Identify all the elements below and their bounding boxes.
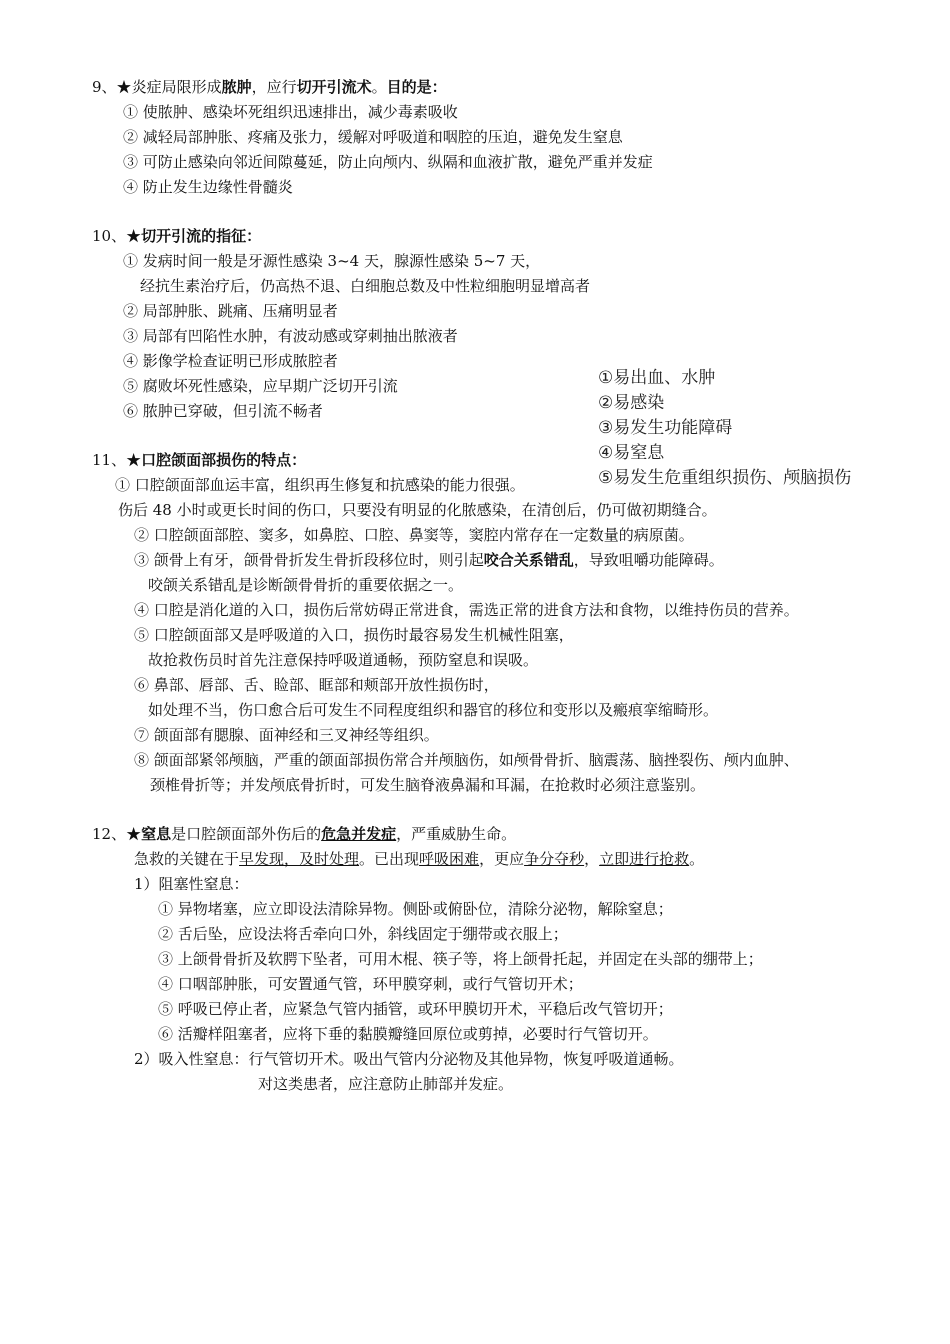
list-item: ③ 可防止感染向邻近间隙蔓延，防止向颅内、纵隔和血液扩散，避免严重并发症: [123, 153, 653, 171]
star-icon: ★: [126, 227, 142, 245]
list-item: ② 减轻局部肿胀、疼痛及张力，缓解对呼吸道和咽腔的压迫，避免发生窒息: [123, 128, 623, 146]
list-item: 如处理不当，伤口愈合后可发生不同程度组织和器官的移位和变形以及瘢痕挛缩畸形。: [148, 701, 719, 719]
list-item: ⑤ 呼吸已停止者，应紧急气管内插管，或环甲膜切开术，平稳后改气管切开；: [158, 1000, 673, 1018]
star-icon: ★: [126, 825, 142, 843]
section-12-heading: 12、★窒息是口腔颌面部外伤后的危急并发症，严重威胁生命。: [92, 825, 517, 843]
list-item: ① 发病时间一般是牙源性感染 3~4 天，腺源性感染 5~7 天，: [123, 252, 541, 270]
star-icon: ★: [116, 78, 132, 96]
side-note: ②易感染: [598, 393, 665, 413]
list-item: 经抗生素治疗后，仍高热不退、白细胞总数及中性粒细胞明显增高者: [140, 277, 591, 295]
paragraph: 急救的关键在于早发现，及时处理。已出现呼吸困难，更应争分夺秒，立即进行抢救。: [134, 850, 705, 868]
list-item: ① 使脓肿、感染坏死组织迅速排出，减少毒素吸收: [123, 103, 458, 121]
list-item: ⑥ 活瓣样阻塞者，应将下垂的黏膜瓣缝回原位或剪掉，必要时行气管切开。: [158, 1025, 658, 1043]
list-item: ⑤ 腐败坏死性感染，应早期广泛切开引流: [123, 377, 398, 395]
list-item: ⑥ 脓肿已穿破，但引流不畅者: [123, 402, 323, 420]
list-item: 故抢救伤员时首先注意保持呼吸道通畅，预防窒息和误吸。: [148, 651, 539, 669]
section-9-heading: 9、★炎症局限形成脓肿，应行切开引流术。目的是：: [92, 78, 447, 96]
list-item: ③ 上颌骨骨折及软腭下坠者，可用木棍、筷子等，将上颌骨托起，并固定在头部的绷带上；: [158, 950, 763, 968]
sub-heading: 2）吸入性窒息：行气管切开术。吸出气管内分泌物及其他异物，恢复呼吸道通畅。: [134, 1050, 684, 1068]
list-item: ④ 口腔是消化道的入口，损伤后常妨碍正常进食，需选正常的进食方法和食物，以维持伤员的营养。: [134, 601, 799, 619]
list-item: ⑧ 颌面部紧邻颅脑，严重的颌面部损伤常合并颅脑伤，如颅骨骨折、脑震荡、脑挫裂伤、颅内血肿、: [134, 751, 799, 769]
list-item: ③ 颌骨上有牙，颌骨骨折发生骨折段移位时，则引起咬合关系错乱，导致咀嚼功能障碍。: [134, 551, 724, 569]
list-item: ① 异物堵塞，应立即设法清除异物。侧卧或俯卧位，清除分泌物，解除窒息；: [158, 900, 673, 918]
list-item: ④ 口咽部肿胀，可安置通气管，环甲膜穿刺，或行气管切开术；: [158, 975, 583, 993]
sub-heading: 1）阻塞性窒息：: [134, 875, 249, 893]
list-item: ④ 影像学检查证明已形成脓腔者: [123, 352, 338, 370]
list-item: ① 口腔颌面部血运丰富，组织再生修复和抗感染的能力很强。: [115, 476, 525, 494]
side-note: ③易发生功能障碍: [598, 418, 733, 438]
list-item: ② 口腔颌面部腔、窦多，如鼻腔、口腔、鼻窦等，窦腔内常存在一定数量的病原菌。: [134, 526, 694, 544]
list-item: 咬颌关系错乱是诊断颌骨骨折的重要依据之一。: [148, 576, 464, 594]
list-item: ⑥ 鼻部、唇部、舌、睑部、眶部和颊部开放性损伤时，: [134, 676, 499, 694]
list-item: 颈椎骨折等；并发颅底骨折时，可发生脑脊液鼻漏和耳漏，在抢救时必须注意鉴别。: [150, 776, 706, 794]
side-note: ④易窒息: [598, 443, 665, 463]
list-item: ② 舌后坠，应设法将舌牵向口外，斜线固定于绷带或衣服上；: [158, 925, 568, 943]
list-item: ⑦ 颌面部有腮腺、面神经和三叉神经等组织。: [134, 726, 439, 744]
list-item: ③ 局部有凹陷性水肿，有波动感或穿刺抽出脓液者: [123, 327, 458, 345]
star-icon: ★: [126, 451, 142, 469]
list-item: ④ 防止发生边缘性骨髓炎: [123, 178, 293, 196]
paragraph: 对这类患者，应注意防止肺部并发症。: [258, 1075, 514, 1093]
list-item: ⑤ 口腔颌面部又是呼吸道的入口，损伤时最容易发生机械性阻塞，: [134, 626, 574, 644]
list-item: ② 局部肿胀、跳痛、压痛明显者: [123, 302, 338, 320]
side-note: ⑤易发生危重组织损伤、颅脑损伤: [598, 468, 852, 488]
list-item: 伤后 48 小时或更长时间的伤口，只要没有明显的化脓感染，在清创后，仍可做初期缝合。: [118, 501, 717, 519]
section-10-heading: 10、★切开引流的指征：: [92, 227, 262, 245]
side-note: ①易出血、水肿: [598, 368, 716, 388]
section-11-heading: 11、★口腔颌面部损伤的特点：: [92, 451, 307, 469]
